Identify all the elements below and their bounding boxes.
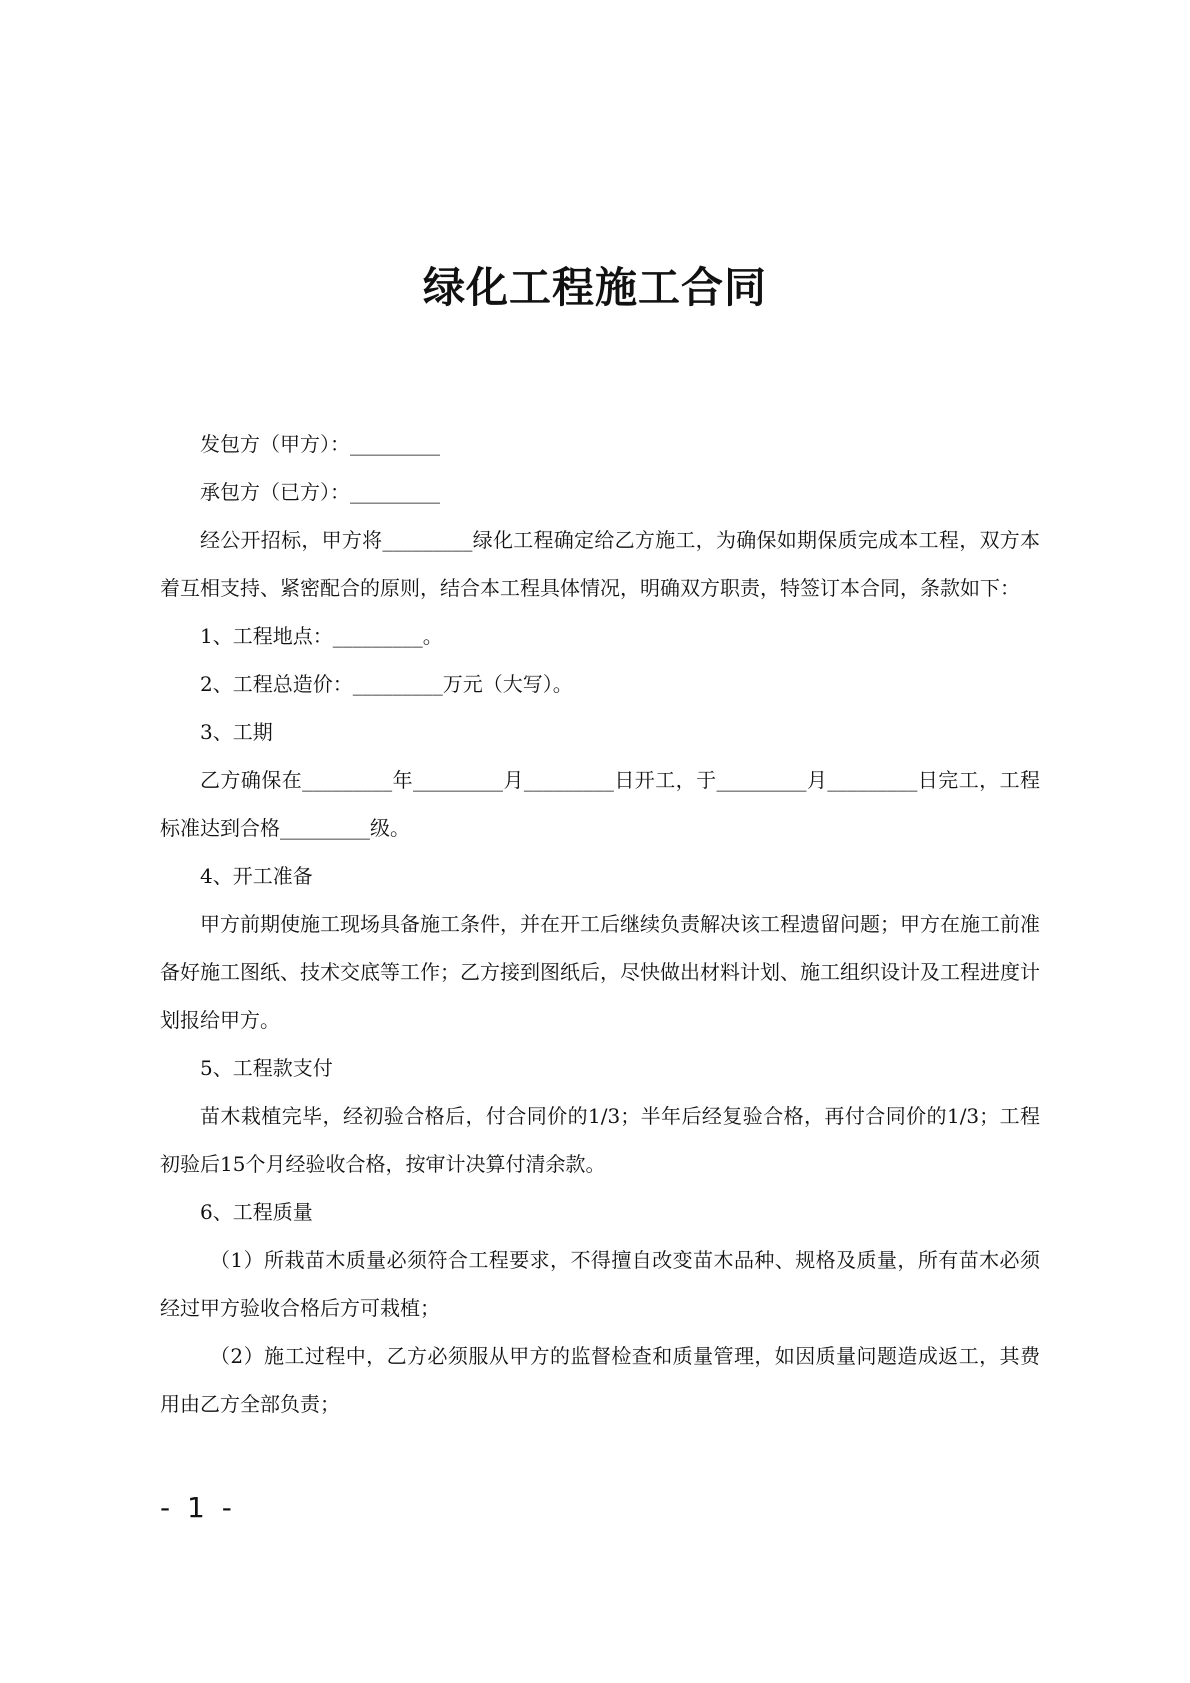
clause-preparation-text: 甲方前期使施工现场具备施工条件，并在开工后继续负责解决该工程遗留问题；甲方在施工前准备好施工图纸、技术交底等工作；乙方接到图纸后，尽快做出材料计划、施工组织设计及工程进度计划报给甲方。 [160, 912, 1040, 1032]
document-title: 绿化工程施工合同 [422, 263, 767, 312]
clause-schedule-heading: 3、工期 [200, 720, 273, 744]
clause-quality-item-2: （2）施工过程中，乙方必须服从甲方的监督检查和质量管理，如因质量问题造成返工，其费用由乙方全部负责； [160, 1344, 1040, 1416]
intro-paragraph: 经公开招标，甲方将_________绿化工程确定给乙方施工，为确保如期保质完成本工程，双方本着互相支持、紧密配合的原则，结合本工程具体情况，明确双方职责，特签订本合同，条款如下： [160, 528, 1040, 600]
clause-quality-heading: 6、工程质量 [200, 1200, 313, 1224]
clause-quality-item-1: （1）所栽苗木质量必须符合工程要求，不得擅自改变苗木品种、规格及质量，所有苗木必须经过甲方验收合格后方可栽植； [160, 1248, 1040, 1320]
document-body [160, 420, 1040, 1428]
party-b-line: 承包方（已方）：_________ [200, 480, 440, 504]
clause-preparation-heading: 4、开工准备 [200, 864, 313, 888]
clause-schedule-text: 乙方确保在_________年_________月_________日开工，于_________月_________日完工，工程标准达到合格_________级。 [160, 768, 1040, 840]
clause-payment-text: 苗木栽植完毕，经初验合格后，付合同价的1/3；半年后经复验合格，再付合同价的1/3；工程初验后15个月经验收合格，按审计决算付清余款。 [160, 1104, 1040, 1176]
page-number: - 1 - [160, 1491, 236, 1524]
party-a-line: 发包方（甲方）：_________ [200, 432, 440, 456]
clause-total-cost: 2、工程总造价：_________万元（大写）。 [200, 672, 573, 696]
clause-location: 1、工程地点：_________。 [200, 624, 443, 648]
clause-payment-heading: 5、工程款支付 [200, 1056, 333, 1080]
